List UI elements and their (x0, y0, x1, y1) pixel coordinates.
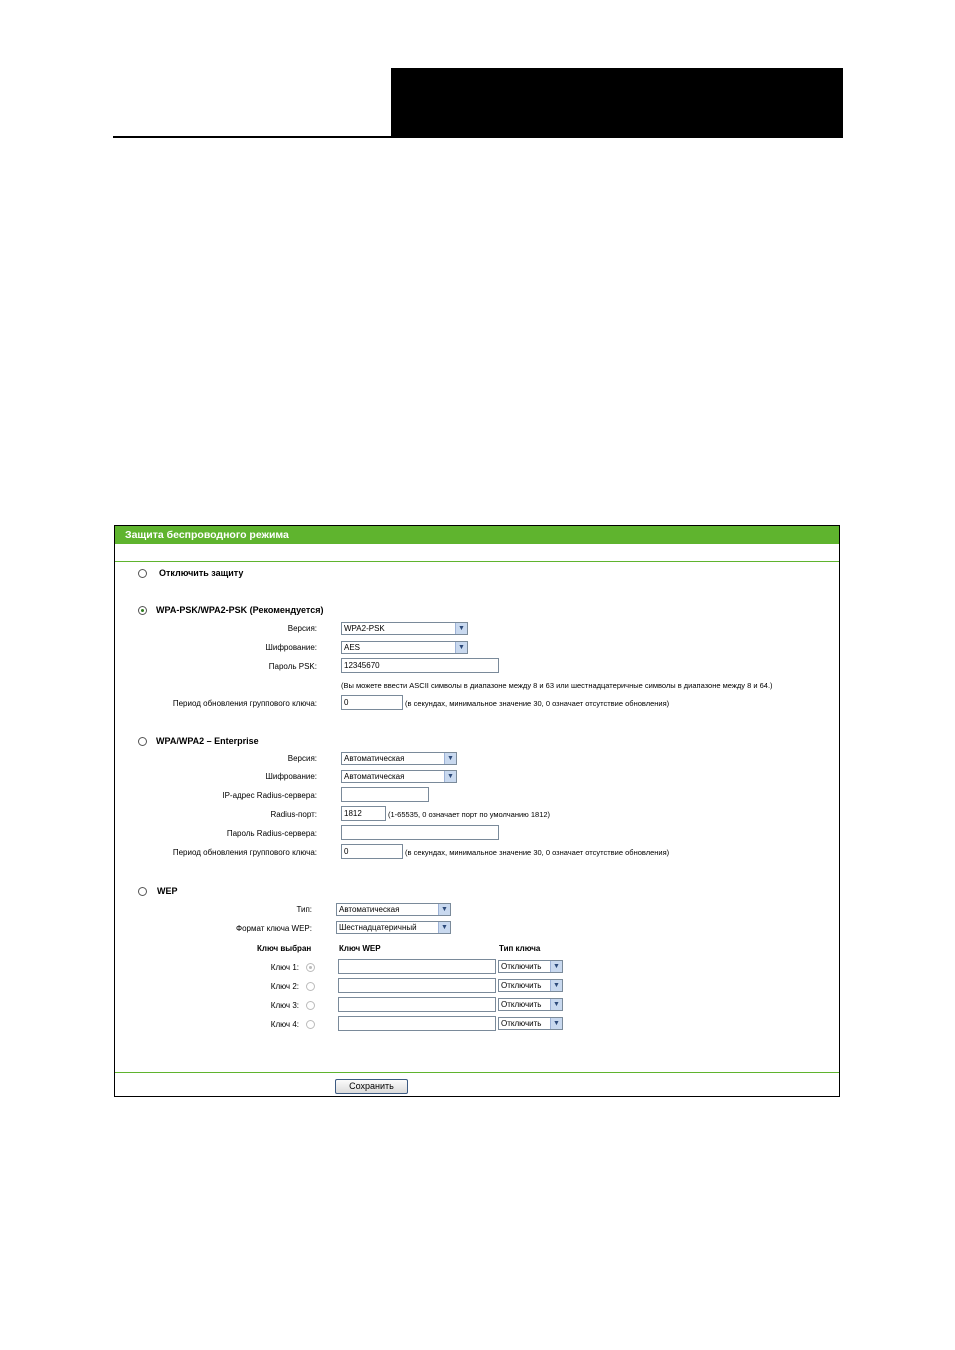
wep-key4-type-select[interactable] (498, 1017, 563, 1030)
wep-key2-input[interactable] (338, 978, 496, 993)
wpa-psk-group-key-input[interactable]: 0 (341, 695, 403, 710)
wpa-ent-version-label: Версия: (287, 754, 317, 763)
chevron-down-icon: ▼ (550, 999, 562, 1010)
wpa-psk-version-select[interactable] (341, 622, 468, 635)
wep-key3-radio[interactable] (306, 1001, 315, 1010)
radius-ip-input[interactable] (341, 787, 429, 802)
chevron-down-icon: ▼ (550, 1018, 562, 1029)
wep-key1-label: Ключ 1: (270, 963, 299, 972)
chevron-down-icon: ▼ (455, 623, 467, 634)
header-black-block (391, 68, 843, 138)
save-button[interactable]: Сохранить (335, 1079, 408, 1094)
wep-key2-type-value: Отключить (501, 981, 542, 990)
chevron-down-icon: ▼ (550, 961, 562, 972)
radius-password-input[interactable] (341, 825, 499, 840)
wep-key3-label: Ключ 3: (270, 1001, 299, 1010)
wep-key1-input[interactable] (338, 959, 496, 974)
psk-password-input[interactable]: 12345670 (341, 658, 499, 673)
radius-password-label: Пароль Radius-сервера: (226, 829, 317, 838)
wep-key1-type-value: Отключить (501, 962, 542, 971)
wep-type-value: Автоматическая (339, 905, 400, 914)
chevron-down-icon: ▼ (455, 642, 467, 653)
wpa-psk-radio[interactable] (138, 606, 147, 615)
wpa-ent-encryption-label: Шифрование: (265, 772, 317, 781)
wpa-psk-version-value: WPA2-PSK (344, 624, 385, 633)
header-rule (113, 136, 393, 138)
wpa-psk-encryption-select[interactable] (341, 641, 468, 654)
wpa-enterprise-radio[interactable] (138, 737, 147, 746)
wep-key4-type-value: Отключить (501, 1019, 542, 1028)
wep-key3-type-select[interactable] (498, 998, 563, 1011)
wep-key1-type-select[interactable] (498, 960, 563, 973)
wep-col-key: Ключ WEP (339, 944, 381, 953)
wep-key4-input[interactable] (338, 1016, 496, 1031)
wpa-psk-label: WPA-PSK/WPA2-PSK (Рекомендуется) (156, 605, 324, 615)
wpa-psk-encryption-label: Шифрование: (265, 643, 317, 652)
wpa-ent-group-key-input[interactable]: 0 (341, 844, 403, 859)
wpa-psk-group-key-note: (в секундах, минимальное значение 30, 0 означает отсутствие обновления) (405, 699, 670, 708)
chevron-down-icon: ▼ (438, 904, 450, 915)
wep-radio[interactable] (138, 887, 147, 896)
radius-port-note: (1-65535, 0 означает порт по умолчанию 1812) (388, 810, 551, 819)
wpa-ent-version-value: Автоматическая (344, 754, 405, 763)
disable-security-label: Отключить защиту (159, 568, 244, 578)
wep-type-label: Тип: (296, 905, 312, 914)
wpa-ent-version-select[interactable] (341, 752, 457, 765)
wep-label: WEP (157, 886, 178, 896)
wep-key4-label: Ключ 4: (270, 1020, 299, 1029)
wpa-psk-version-label: Версия: (287, 624, 317, 633)
wpa-ent-encryption-select[interactable] (341, 770, 457, 783)
wep-col-selected: Ключ выбран (257, 944, 312, 953)
wep-type-select[interactable] (336, 903, 451, 916)
panel-footer-divider (115, 1072, 839, 1073)
wep-key3-type-value: Отключить (501, 1000, 542, 1009)
wpa-ent-group-key-note: (в секундах, минимальное значение 30, 0 означает отсутствие обновления) (405, 848, 670, 857)
wpa-ent-group-key-label: Период обновления группового ключа: (172, 848, 317, 857)
panel-title: Защита беспроводного режима (115, 526, 839, 544)
wep-key3-input[interactable] (338, 997, 496, 1012)
wep-format-label: Формат ключа WEP: (235, 924, 312, 933)
wep-key1-radio[interactable] (306, 963, 315, 972)
psk-password-note: (Вы можете ввести ASCII символы в диапазоне между 8 и 63 или шестнадцатеричные символы в диапазоне между 8 и 64.) (341, 681, 773, 690)
psk-password-label: Пароль PSK: (268, 662, 317, 671)
wireless-security-panel (114, 525, 840, 1097)
wep-key2-label: Ключ 2: (270, 982, 299, 991)
chevron-down-icon: ▼ (444, 771, 456, 782)
radius-ip-label: IP-адрес Radius-сервера: (222, 791, 317, 800)
wep-key2-radio[interactable] (306, 982, 315, 991)
chevron-down-icon: ▼ (444, 753, 456, 764)
wep-col-type: Тип ключа (499, 944, 541, 953)
wpa-enterprise-label: WPA/WPA2 – Enterprise (156, 736, 259, 746)
radius-port-label: Radius-порт: (270, 810, 317, 819)
disable-security-radio[interactable] (138, 569, 147, 578)
wep-format-value: Шестнадцатеричный (339, 923, 417, 932)
panel-divider (115, 561, 839, 562)
wpa-ent-encryption-value: Автоматическая (344, 772, 405, 781)
radius-port-input[interactable]: 1812 (341, 806, 386, 821)
wpa-psk-encryption-value: AES (344, 643, 361, 652)
wep-key4-radio[interactable] (306, 1020, 315, 1029)
wep-key2-type-select[interactable] (498, 979, 563, 992)
chevron-down-icon: ▼ (550, 980, 562, 991)
chevron-down-icon: ▼ (438, 922, 450, 933)
wep-format-select[interactable] (336, 921, 451, 934)
wpa-psk-group-key-label: Период обновления группового ключа: (172, 699, 317, 708)
